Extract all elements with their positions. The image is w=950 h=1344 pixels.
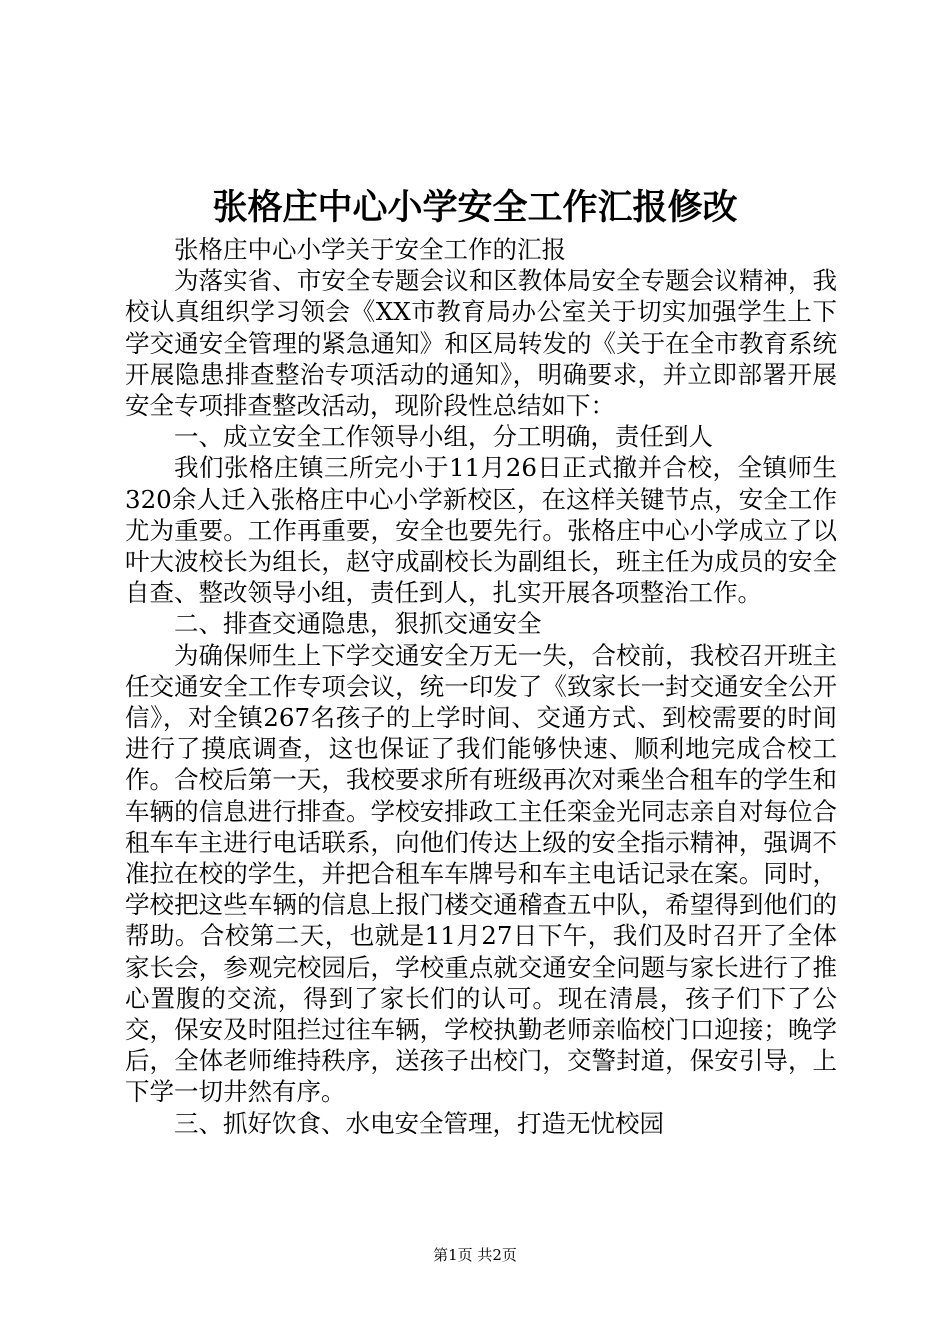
paragraph-section-2: 为确保师生上下学交通安全万无一失，合校前，我校召开班主任交通安全工作专项会议，统一印发了《致家长一封交通安全公开信》，对全镇267名孩子的上学时间、交通方式、到校需要的时间进行了摸底调查，这也保证了我们能够快速、顺利地完成合校工作。合校后第一天，我校要求所有班级再次对乘坐合租车的学生和车辆的信息进行排查。学校安排政工主任栾金光同志亲自对每位合租车车主进行电话联系，向他们传达上级的安全指示精神，强调不准拉在校的学生，并把合租车车牌号和车主电话记录在案。同时，学校把这些车辆的信息上报门楼交通稽查五中队，希望得到他们的帮助。合校第二天，也就是11月27日下午，我们及时召开了全体家长会，参观完校园后，学校重点就交通安全问题与家长进行了推心置腹的交流，得到了家长们的认可。现在清晨，孩子们下了公交，保安及时阻拦过往车辆，学校执勤老师亲临校门口迎接；晚学后，全体老师维持秩序，送孩子出校门，交警封道，保安引导，上下学一切井然有序。 — [125, 640, 837, 1107]
section-heading-1: 一、成立安全工作领导小组，分工明确，责任到人 — [174, 422, 713, 452]
document-title: 张格庄中心小学安全工作汇报修改 — [212, 187, 738, 228]
paragraph-section-1: 我们张格庄镇三所完小于11月26日正式撤并合校，全镇师生320余人迁入张格庄中心小学新校区，在这样关键节点，安全工作尤为重要。工作再重要，安全也要先行。张格庄中心小学成立了以叶大波校长为组长，赵守成副校长为副组长，班主任为成员的安全自查、整改领导小组，责任到人，扎实开展各项整治工作。 — [125, 453, 837, 608]
paragraph-intro: 为落实省、市安全专题会议和区教体局安全专题会议精神，我校认真组织学习领会《XX市教育局办公室关于切实加强学生上下学交通安全管理的紧急通知》和区局转发的《关于在全市教育系统开展隐患排查整治专项活动的通知》，明确要求，并立即部署开展安全专项排查整改活动，现阶段性总结如下： — [125, 266, 837, 421]
section-heading-2: 二、排查交通隐患，狠抓交通安全 — [174, 609, 542, 639]
section-heading-3: 三、抓好饮食、水电安全管理，打造无忧校园 — [174, 1108, 664, 1138]
document-body — [125, 234, 837, 1139]
page-number-footer: 第1页 共2页 — [433, 1246, 517, 1264]
paragraph-subtitle: 张格庄中心小学关于安全工作的汇报 — [174, 235, 566, 264]
